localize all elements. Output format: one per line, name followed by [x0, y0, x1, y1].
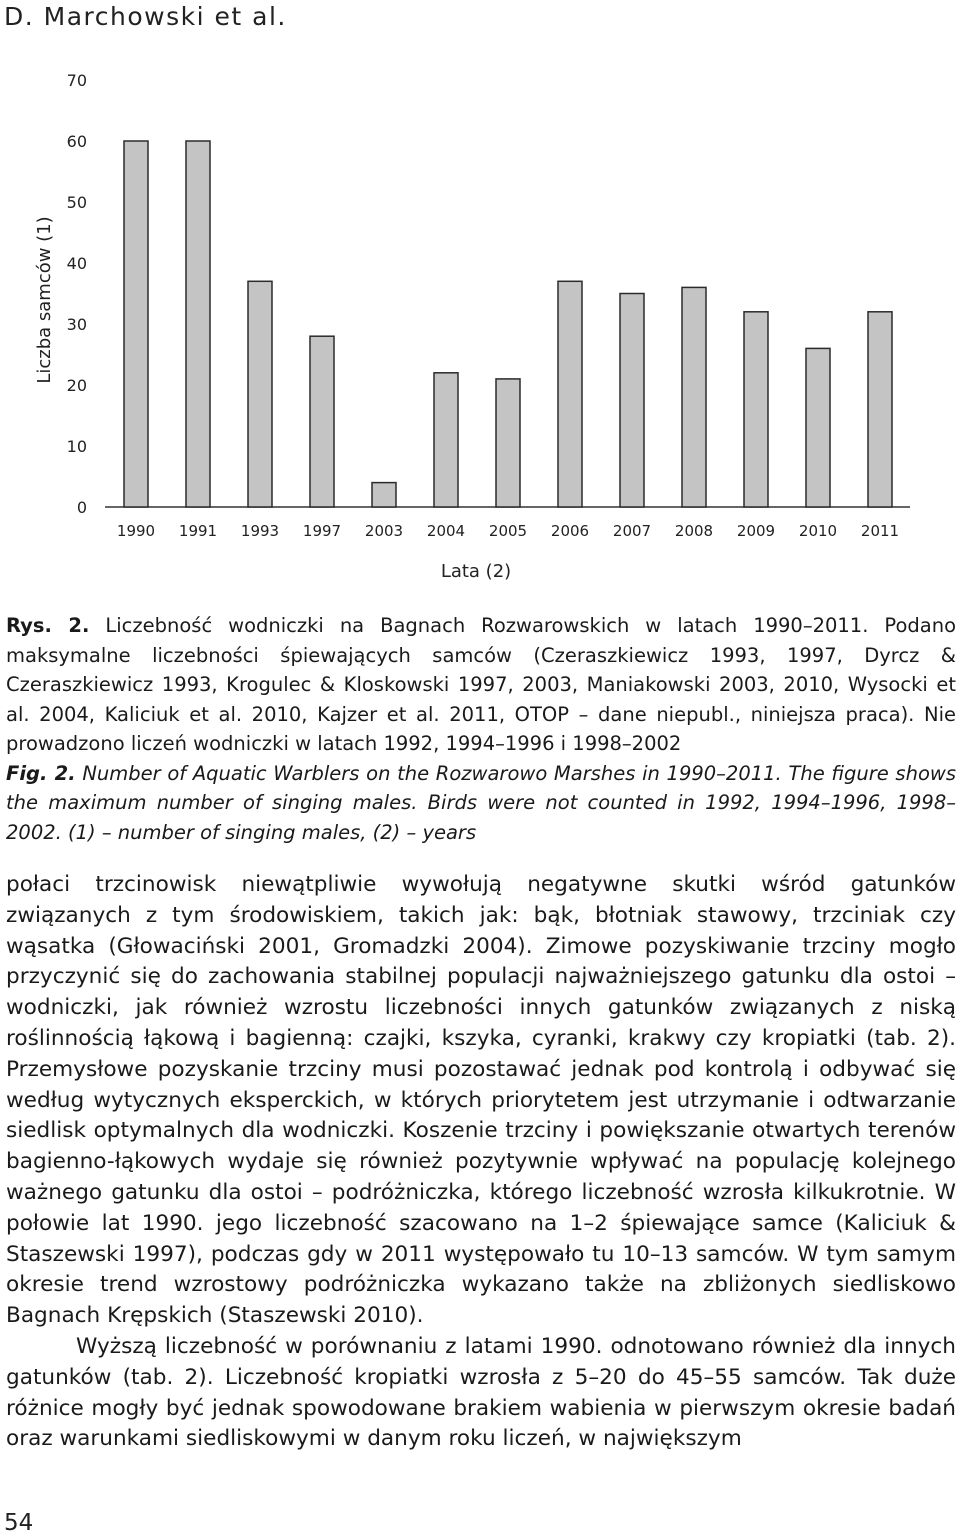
- bar-2009: [744, 312, 768, 507]
- y-tick-label: 30: [66, 315, 87, 334]
- paragraph-1: połaci trzcinowisk niewątpliwie wywołują negatywne skutki wśród gatunków związanych z tym środowiskiem, takich jak: bąk, błotniak stawowy, trzciniak czy wąsatka (Głowaciński 2001, Gromadzki 2004). Zimowe pozyskiwanie trzciny mogło przyczynić się do zachowania stabilnej populacji najważniejszego gatunku dla ostoi – wodniczki, jak również wzrostu liczebności innych gatunków związanych z niską roślinnością łąkową i bagienną: czajki, kszyka, cyranki, krakwy czy kropiatki (tab. 2). Przemysłowe pozyskanie trzciny musi pozostawać jednak pod kontrolą i odbywać się według wytycznych eksperckich, w których priorytetem jest utrzymanie i odtwarzanie siedlisk optymalnych dla wodniczki. Koszenie trzciny i powiększanie otwartych terenów bagienno-łąkowych wydaje się również pozytywnie wpływać na populację kolejnego ważnego gatunku dla ostoi – podróżniczka, którego liczebność wzrosła kilkukrotnie. W połowie lat 1990. jego liczebność szacowano na 1–2 śpiewające samce (Kaliciuk & Staszewski 1997), podczas gdy w 2011 występowało tu 10–13 samców. W tym samym okresie trend wzrostowy podróżniczka wykazano także na zbliżonych siedliskowo Bagnach Krępskich (Staszewski 2010).: [6, 872, 956, 1329]
- figure-caption: [6, 611, 956, 847]
- caption-english: [6, 759, 956, 848]
- x-tick-label: 2010: [798, 522, 838, 540]
- x-tick-label: 2003: [364, 522, 404, 540]
- bar-2011: [868, 312, 892, 507]
- x-tick-label: 1991: [178, 522, 218, 540]
- bar-1993: [248, 281, 272, 507]
- bar-2010: [806, 348, 830, 507]
- bar-1990: [124, 141, 148, 507]
- bar-2008: [682, 287, 706, 507]
- bar-chart: [0, 40, 960, 600]
- x-tick-label: 2009: [736, 522, 776, 540]
- x-tick-label: 2004: [426, 522, 466, 540]
- x-tick-label: 2006: [550, 522, 590, 540]
- bar-2006: [558, 281, 582, 507]
- y-tick-label: 0: [76, 498, 87, 517]
- caption-en-label: Fig. 2.: [6, 761, 76, 785]
- caption-en-text: Number of Aquatic Warblers on the Rozwarowo Marshes in 1990–2011. The figure shows the maximum number of singing males. Birds were not counted in 1992, 1994–1996, 1998–2002. (1) – number of singing males, (2) – years: [6, 761, 956, 844]
- y-tick-label: 70: [66, 71, 87, 90]
- running-title: D. Marchowski et al.: [4, 2, 287, 31]
- y-tick-label: 60: [66, 132, 87, 151]
- bar-1991: [186, 141, 210, 507]
- paragraph-2: Wyższą liczebność w porównaniu z latami 1990. odnotowano również dla innych gatunków (tab. 2). Liczebność kropiatki wzrosła z 5–20 do 45–55 samców. Tak duże różnice mogły być jednak spowodowane brakiem wabienia w pierwszym okresie badań oraz warunkami siedliskowymi w danym roku liczeń, w największym: [6, 1333, 956, 1452]
- x-tick-label: 1990: [116, 522, 156, 540]
- x-axis-ticks: [117, 522, 899, 540]
- bar-2007: [620, 294, 644, 508]
- bar-1997: [310, 336, 334, 507]
- page-number: 54: [4, 1510, 34, 1536]
- x-axis-label: Lata (2): [440, 561, 512, 582]
- caption-pl-text: Liczebność wodniczki na Bagnach Rozwarowskich w latach 1990–2011. Podano maksymalne liczebności śpiewających samców (Czeraszkiewicz 1993, 1997, Dyrcz & Czeraszkiewicz 1993, Krogulec & Kloskowski 1997, 2003, Maniakowski 2003, 2010, Wysocki et al. 2004, Kaliciuk et al. 2010, Kajzer et al. 2011, OTOP – dane niepubl., niniejsza praca). Nie prowadzono liczeń wodniczki w latach 1992, 1994–1996 i 1998–2002: [6, 614, 956, 755]
- bar-2005: [496, 379, 520, 507]
- y-tick-label: 10: [66, 437, 87, 456]
- bar-2004: [434, 373, 458, 507]
- bars: [124, 141, 892, 507]
- y-tick-label: 40: [66, 254, 87, 273]
- x-tick-label: 2005: [488, 522, 528, 540]
- caption-polish: [6, 611, 956, 759]
- x-tick-label: 1993: [240, 522, 280, 540]
- y-axis-label: Liczba samców (1): [34, 216, 55, 384]
- x-tick-label: 2008: [674, 522, 714, 540]
- caption-pl-label: Rys. 2.: [6, 614, 90, 637]
- bar-2003: [372, 483, 396, 507]
- y-tick-label: 50: [66, 193, 87, 212]
- x-tick-label: 2011: [860, 522, 900, 540]
- body-text: [6, 870, 956, 1455]
- x-tick-label: 2007: [612, 522, 652, 540]
- x-tick-label: 1997: [302, 522, 342, 540]
- y-axis-ticks: [67, 71, 87, 517]
- y-tick-label: 20: [66, 376, 87, 395]
